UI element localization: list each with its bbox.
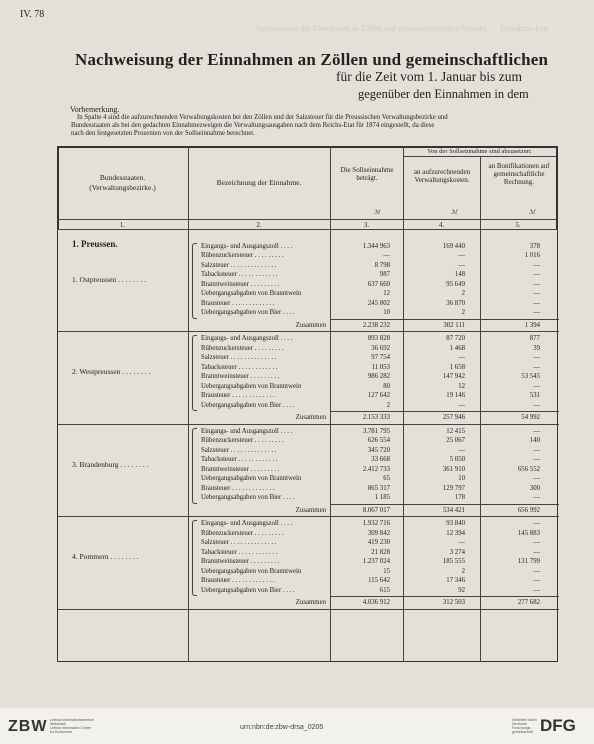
note-line: In Spalte 4 sind die aufzurechnenden Verwaltungskosten bei den Zöllen und der Salzsteuer für die Preussischen Verwaltungsbezirke und xyxy=(77,114,448,121)
table-row-label: Brausteuer . . . . . . . . . . . . . xyxy=(201,392,275,399)
table-cell-soll: 987 xyxy=(379,271,390,278)
table-row-label: Tabacksteuer . . . . . . . . . . . . xyxy=(201,548,278,556)
table-row-label: Salzsteuer . . . . . . . . . . . . . . xyxy=(201,446,277,454)
total-soll: 8.067 017 xyxy=(362,506,390,514)
table-row-label: Rübenzuckersteuer . . . . . . . . . xyxy=(201,529,284,537)
table-cell-verw: 92 xyxy=(458,586,465,594)
total-bon: 277 682 xyxy=(517,599,540,606)
colnum-2: 2. xyxy=(256,221,262,229)
table-cell-soll: 8 798 xyxy=(374,261,390,269)
table-cell-bon: 300 xyxy=(529,484,540,492)
table-cell-verw: 169 440 xyxy=(442,242,465,250)
table-cell-bon: — xyxy=(533,548,540,556)
table-cell-verw: 361 910 xyxy=(442,465,465,473)
table-cell-soll: 419 230 xyxy=(367,539,390,546)
table-row-label: Uebergangsabgaben von Branntwein xyxy=(201,567,302,575)
group-name: 2. Westpreussen . . . . . . . . xyxy=(72,367,151,376)
table-cell-bon: — xyxy=(533,427,540,435)
group-name: 1. Ostpreussen . . . . . . . . xyxy=(72,274,147,284)
page-number: IV. 78 xyxy=(20,9,45,20)
table-cell-bon: — xyxy=(533,539,540,546)
total-verw: 257 946 xyxy=(442,414,465,421)
table-cell-bon: — xyxy=(533,577,540,584)
table-cell-verw: 10 xyxy=(458,475,465,482)
total-rule xyxy=(330,596,559,597)
table-row-label: Brausteuer . . . . . . . . . . . . . xyxy=(201,577,275,584)
table-cell-bon: — xyxy=(533,586,540,594)
table-row-label: Rübenzuckersteuer . . . . . . . . . xyxy=(201,252,284,259)
table-cell-soll: 65 xyxy=(383,475,390,482)
table-cell-bon: — xyxy=(533,363,540,371)
table-row-label: Tabacksteuer . . . . . . . . . . . . xyxy=(201,271,278,278)
table-cell-soll: 3.781 795 xyxy=(362,427,390,435)
zusammen-label: Zusammen xyxy=(295,321,326,329)
colnum-5: 5. xyxy=(515,221,521,229)
table-cell-verw: 12 415 xyxy=(446,427,465,435)
table-cell-soll: — xyxy=(383,252,390,259)
table-cell-verw: 1 468 xyxy=(449,344,465,352)
total-verw: 302 111 xyxy=(443,321,465,329)
header-bonifikationen: an Bonifikationen auf gemeinschaftliche Rechnung. xyxy=(488,162,550,186)
section-title: 1. Preussen. xyxy=(72,239,118,249)
table-cell-soll: 1.932 716 xyxy=(362,520,390,527)
table-cell-verw: — xyxy=(458,252,465,259)
group-separator xyxy=(58,331,559,332)
total-bon: 1 394 xyxy=(524,321,540,329)
note-text xyxy=(71,114,448,139)
urn-identifier[interactable]: urn:nbn:de:zbw-drsa_0205 xyxy=(240,724,324,731)
colnum-1: 1. xyxy=(119,221,126,229)
table-cell-bon: — xyxy=(533,382,540,390)
group-separator xyxy=(58,609,559,610)
page-title: Nachweisung der Einnahmen an Zöllen und gemeinschaftlichen xyxy=(75,50,549,69)
table-cell-bon: — xyxy=(533,280,540,288)
bleed-through-text: Nachweisung der Einnahmen an Zöllen und gemeinschaftlichen Steuern xyxy=(255,24,487,33)
table-row-label: Uebergangsabgaben von Branntwein xyxy=(201,475,302,482)
table-cell-bon: 39 xyxy=(533,344,540,352)
table-cell-verw: 87 720 xyxy=(446,335,465,342)
table-cell-soll: 309 842 xyxy=(367,529,390,537)
header-abzusetzen: Von der Sollseinnahme sind abzusetzen: xyxy=(427,148,532,155)
table-row-label: Uebergangsabgaben von Bier . . . . xyxy=(201,494,295,501)
total-soll: 2.153 333 xyxy=(362,414,390,421)
table-cell-soll: 12 xyxy=(383,290,390,297)
table-cell-soll: 127 642 xyxy=(367,392,390,399)
table-cell-soll: 2 xyxy=(386,401,390,409)
table-cell-bon: — xyxy=(533,520,540,527)
table-row-label: Tabacksteuer . . . . . . . . . . . . xyxy=(201,363,278,371)
table-cell-bon: — xyxy=(533,354,540,361)
table-cell-soll: 1 185 xyxy=(374,494,390,501)
note-line: Bundesstaaten als bei den gedachten Einnahmezweigen die Verwaltungsausgaben nach dem Reichs-Etat für 1874 eingestellt, da diese xyxy=(71,122,435,130)
total-verw: 534 421 xyxy=(442,506,465,514)
table-cell-verw: — xyxy=(458,354,465,361)
group-separator xyxy=(58,424,559,425)
table-cell-soll: 15 xyxy=(383,567,390,575)
total-bon: 656 992 xyxy=(517,506,540,514)
group-brace xyxy=(192,335,197,411)
title-comparison: gegenüber den Einnahmen in dem xyxy=(358,87,529,101)
table-cell-verw: 12 xyxy=(458,382,465,390)
zbw-logo-subtitle: Leibniz-Informationszentrum Wirtschaft Leibniz Information Centre for Economics xyxy=(50,718,95,734)
table-cell-verw: — xyxy=(458,261,465,269)
table-cell-verw: 178 xyxy=(454,494,465,501)
table-cell-soll: 10 xyxy=(383,309,390,316)
table-cell-soll: 893 828 xyxy=(367,335,390,342)
table-cell-verw: 93 840 xyxy=(446,520,465,527)
table-cell-bon: — xyxy=(533,299,540,307)
table-cell-soll: 115 642 xyxy=(368,577,390,584)
header-bundesstaaten: Bundesstaaten. xyxy=(99,173,146,182)
group-name: 4. Pommern . . . . . . . . xyxy=(72,552,139,561)
table-row-label: Eingangs- und Ausgangszoll . . . . xyxy=(201,242,293,250)
table-cell-soll: 80 xyxy=(383,382,390,390)
table-cell-soll: 245 802 xyxy=(367,299,390,307)
table-row-label: Brausteuer . . . . . . . . . . . . . xyxy=(201,299,275,307)
group-brace xyxy=(192,520,197,596)
table-cell-verw: 5 050 xyxy=(449,456,465,463)
table-cell-bon: — xyxy=(533,475,540,482)
table-cell-verw: 2 xyxy=(461,567,465,575)
table-cell-bon: 656 552 xyxy=(517,465,540,473)
table-cell-soll: 865 317 xyxy=(367,484,390,492)
table-cell-bon: — xyxy=(533,290,540,297)
table-row-label: Salzsteuer . . . . . . . . . . . . . . xyxy=(201,261,277,269)
note-line: nach den festgesetzten Prozenten von der Sollseinnahme berechnet. xyxy=(71,130,255,138)
table-cell-verw: — xyxy=(458,539,465,546)
unit-col5: ℳ xyxy=(528,210,536,216)
table-cell-soll: 637 660 xyxy=(367,280,390,288)
dfg-subtitle: Gefördert durch Deutsche Forschungs- gemeinschaft xyxy=(512,718,537,734)
total-rule xyxy=(330,411,559,412)
table-cell-verw: 2 xyxy=(461,309,465,316)
table-cell-verw: 147 942 xyxy=(442,373,465,380)
table-cell-bon: — xyxy=(533,309,540,316)
table-cell-verw: — xyxy=(458,401,465,409)
unit-col3: ℳ xyxy=(373,210,381,216)
header-verwaltungskosten: an aufzurechnenden Verwaltungskosten. xyxy=(413,168,471,184)
table-cell-soll: 626 554 xyxy=(367,437,390,444)
table-row-label: Uebergangsabgaben von Branntwein xyxy=(201,290,302,297)
table-cell-bon: 877 xyxy=(529,335,540,342)
total-verw: 312 503 xyxy=(442,599,465,606)
table-cell-soll: 1.344 963 xyxy=(362,242,390,250)
total-rule xyxy=(330,504,559,505)
table-row-label: Uebergangsabgaben von Bier . . . . xyxy=(201,401,295,409)
total-rule xyxy=(330,319,559,320)
table-cell-bon: 1 016 xyxy=(524,252,540,259)
table-row-label: Tabacksteuer . . . . . . . . . . . . xyxy=(201,456,278,463)
table-cell-verw: 17 346 xyxy=(446,577,465,584)
table-cell-soll: 33 668 xyxy=(371,456,390,463)
table-cell-verw: 36 870 xyxy=(446,299,465,307)
table-row-label: Uebergangsabgaben von Branntwein xyxy=(201,382,302,390)
table-cell-verw: 25 067 xyxy=(446,437,465,444)
table-cell-soll: 21 828 xyxy=(371,548,390,556)
table-row-label: Rübenzuckersteuer . . . . . . . . . xyxy=(201,437,284,444)
table-cell-verw: 129 797 xyxy=(442,484,465,492)
table-cell-verw: 3 274 xyxy=(449,548,465,556)
zusammen-label: Zusammen xyxy=(295,506,326,514)
table-row-label: Eingangs- und Ausgangszoll . . . . xyxy=(201,335,293,342)
total-bon: 54 992 xyxy=(521,414,540,421)
table-cell-bon: — xyxy=(533,271,540,278)
group-separator xyxy=(58,516,559,517)
table-cell-soll: 615 xyxy=(379,586,390,594)
zbw-logo[interactable]: ZBW xyxy=(8,718,48,735)
note-heading: Vorbemerkung. xyxy=(70,105,120,114)
table-row-label: Salzsteuer . . . . . . . . . . . . . . xyxy=(201,539,277,546)
table-cell-verw: 185 555 xyxy=(442,558,465,565)
table-row-label: Branntweinsteuer . . . . . . . . . xyxy=(201,280,280,288)
group-brace xyxy=(192,428,197,504)
table-cell-soll: 986 282 xyxy=(367,373,390,380)
table-cell-verw: 19 146 xyxy=(446,392,465,399)
zusammen-label: Zusammen xyxy=(295,414,326,421)
dfg-logo[interactable]: DFG xyxy=(540,716,576,735)
table-cell-bon: — xyxy=(533,401,540,409)
table-row-label: Uebergangsabgaben von Bier . . . . xyxy=(201,586,295,594)
bleed-through-text-right: Einnahme-Etat xyxy=(500,24,548,33)
table-cell-bon: — xyxy=(533,261,540,269)
colnum-4: 4. xyxy=(438,221,445,229)
table-row-label: Eingangs- und Ausgangszoll . . . . xyxy=(201,427,293,435)
table-cell-bon: — xyxy=(533,456,540,463)
group-brace xyxy=(192,243,197,319)
table-row-label: Rübenzuckersteuer . . . . . . . . . xyxy=(201,344,284,352)
table-cell-soll: 97 754 xyxy=(371,354,390,361)
table-cell-bon: 531 xyxy=(529,392,540,399)
unit-col4: ℳ xyxy=(450,210,458,216)
table-cell-bon: — xyxy=(533,446,540,454)
table-cell-bon: 378 xyxy=(529,242,540,250)
table-cell-soll: 2.412 733 xyxy=(362,465,390,473)
table-cell-bon: — xyxy=(533,567,540,575)
table-cell-bon: — xyxy=(533,494,540,501)
table-cell-bon: 140 xyxy=(529,437,540,444)
zusammen-label: Zusammen xyxy=(295,599,326,606)
table-cell-verw: 2 xyxy=(461,290,465,297)
group-name: 3. Brandenburg . . . . . . . . xyxy=(72,459,149,469)
colnum-3: 3. xyxy=(363,221,370,229)
table-body xyxy=(57,230,558,662)
table-row-label: Salzsteuer . . . . . . . . . . . . . . xyxy=(201,354,277,361)
table-cell-bon: 145 883 xyxy=(517,529,540,537)
table-cell-soll: 345 720 xyxy=(367,446,390,454)
table-row-label: Uebergangsabgaben von Bier . . . . xyxy=(201,309,295,316)
total-soll: 2.238 232 xyxy=(362,321,390,329)
table-cell-verw: 1 658 xyxy=(449,363,465,371)
table-cell-verw: — xyxy=(458,446,465,454)
total-soll: 4.036 912 xyxy=(362,599,390,606)
table-row-label: Brausteuer . . . . . . . . . . . . . xyxy=(201,484,275,492)
table-row-label: Branntweinsteuer . . . . . . . . . xyxy=(201,373,280,380)
header-bezeichnung: Bezeichnung der Einnahme. xyxy=(216,178,302,187)
table-header xyxy=(57,146,558,230)
table-cell-verw: 95 649 xyxy=(446,280,465,288)
table-row-label: Eingangs- und Ausgangszoll . . . . xyxy=(201,520,293,527)
table-cell-bon: 131 799 xyxy=(517,558,540,565)
table-cell-soll: 11 053 xyxy=(371,363,390,371)
table-cell-soll: 1.237 024 xyxy=(362,558,390,565)
table-cell-soll: 36 692 xyxy=(371,344,390,352)
header-bundesstaaten-sub: (Verwaltungsbezirke.) xyxy=(89,183,156,192)
table-row-label: Branntweinsteuer . . . . . . . . . xyxy=(201,465,280,473)
table-cell-bon: 53 545 xyxy=(521,373,540,380)
table-row-label: Branntweinsteuer . . . . . . . . . xyxy=(201,558,280,565)
table-cell-verw: 12 394 xyxy=(446,529,465,537)
title-period: für die Zeit vom 1. Januar bis zum xyxy=(336,69,522,84)
header-sollseinnahme: Die Sollseinnahme beträgt. xyxy=(340,166,394,182)
table-cell-verw: 148 xyxy=(454,271,465,278)
